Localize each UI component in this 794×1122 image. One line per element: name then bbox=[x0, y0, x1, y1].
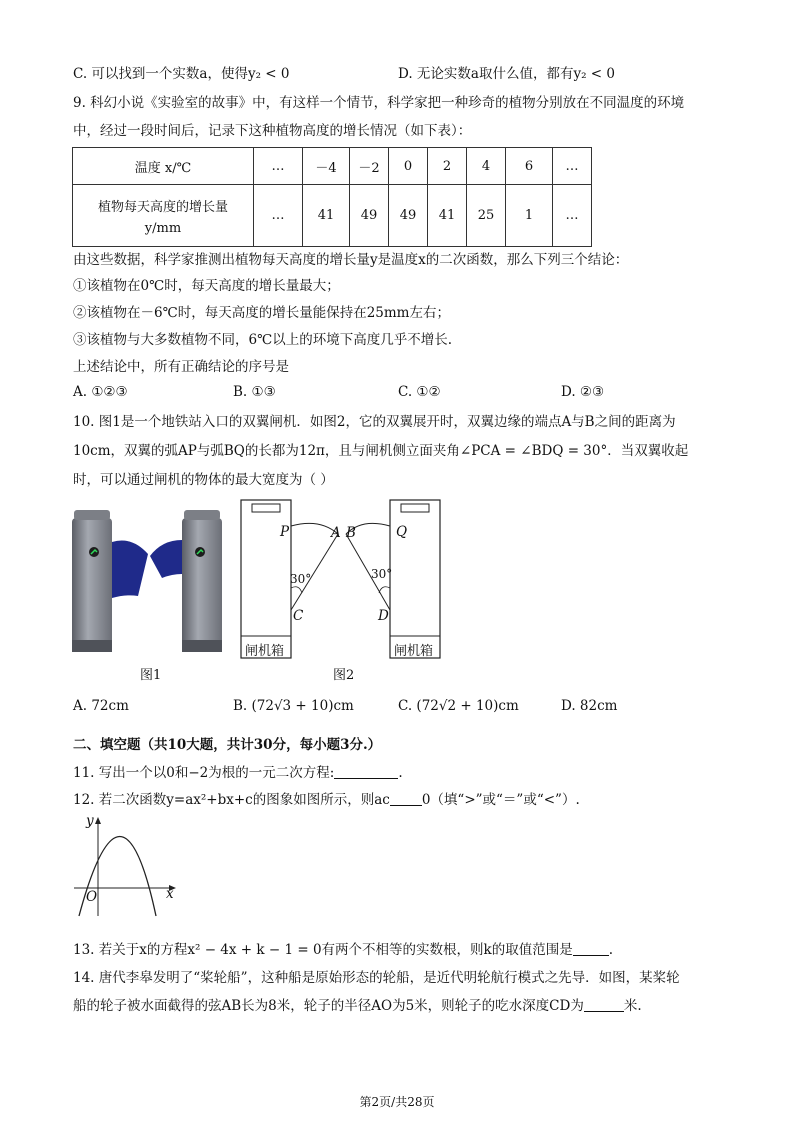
table-cell: … bbox=[254, 185, 303, 247]
figure2-label: 图2 bbox=[333, 668, 355, 683]
y-axis-arrow bbox=[95, 817, 101, 824]
q9-stem-line1: 9. 科幻小说《实验室的故事》中，有这样一个情节，科学家把一种珍奇的植物分别放在不同温度的环境 bbox=[73, 95, 685, 111]
table-cell: 25 bbox=[467, 185, 506, 247]
q9-after-table: 由这些数据，科学家推测出植物每天高度的增长量y是温度x的二次函数，那么下列三个结论： bbox=[73, 252, 629, 268]
q11-blank bbox=[334, 764, 398, 779]
left-gate-body bbox=[72, 518, 112, 646]
table-header-growth-line2: y/mm bbox=[144, 220, 182, 236]
table-header-growth-line1: 植物每天高度的增长量 bbox=[97, 199, 228, 215]
table-header-growth bbox=[73, 185, 254, 247]
table-cell: 0 bbox=[389, 148, 428, 185]
q10-option-d: D. 82cm bbox=[561, 698, 618, 714]
q13-text: 13. 若关于x的方程x² − 4x + k − 1 = 0有两个不相等的实数根，则k的取值范围是 bbox=[73, 942, 573, 958]
table-cell: 2 bbox=[428, 148, 467, 185]
q11-text: 11. 写出一个以0和−2为根的一元二次方程: bbox=[73, 765, 335, 781]
q10-line1: 10. 图1是一个地铁站入口的双翼闸机．如图2，它的双翼展开时，双翼边缘的端点A与B之间的距离为 bbox=[73, 414, 676, 430]
q8-option-d: D. 无论实数a取什么值，都有y₂ < 0 bbox=[398, 66, 615, 82]
table-cell: 1 bbox=[506, 185, 553, 247]
table-cell: 6 bbox=[506, 148, 553, 185]
left-gate-base bbox=[72, 640, 112, 652]
q9-stem-line2: 中，经过一段时间后，记录下这种植物高度的增长情况（如下表）： bbox=[73, 123, 472, 139]
point-a: A bbox=[331, 525, 341, 541]
point-b: B bbox=[346, 525, 356, 541]
figure1-label: 图1 bbox=[140, 668, 162, 683]
q9-option-d: D. ②③ bbox=[561, 384, 605, 400]
angle-mark-d bbox=[379, 587, 390, 593]
q9-conclusion-2: ②该植物在－6℃时，每天高度的增长量能保持在25mm左右； bbox=[73, 305, 450, 321]
right-gate-base bbox=[182, 640, 222, 652]
table-cell: －4 bbox=[303, 148, 350, 185]
graph-y-label: y bbox=[86, 813, 94, 829]
table-cell: －2 bbox=[350, 148, 389, 185]
angle-label-right: 30° bbox=[371, 567, 393, 581]
right-wing bbox=[150, 540, 182, 578]
q13-end: . bbox=[608, 942, 614, 958]
q12-blank bbox=[390, 791, 422, 806]
q12-text: 12. 若二次函数y=ax²+bx+c的图象如图所示，则ac bbox=[73, 792, 390, 808]
q12-tail: 0（填“>”或“＝”或“<”）. bbox=[421, 792, 580, 808]
angle-mark-c bbox=[291, 587, 302, 593]
q13-blank bbox=[573, 941, 609, 956]
right-gate-body bbox=[182, 518, 222, 646]
q14-end: 米. bbox=[623, 998, 642, 1014]
q10-option-a: A. 72cm bbox=[73, 698, 129, 714]
page-footer: 第2页/共28页 bbox=[359, 1095, 435, 1109]
q10-option-c: C. (72√2 + 10)cm bbox=[398, 698, 519, 714]
q14-line2 bbox=[73, 996, 642, 1016]
q11 bbox=[73, 763, 403, 783]
q14-blank bbox=[584, 997, 624, 1012]
left-box-label: 闸机箱 bbox=[245, 644, 285, 659]
q12 bbox=[73, 790, 580, 810]
q13 bbox=[73, 940, 613, 960]
point-d: D bbox=[378, 608, 389, 624]
right-box-label: 闸机箱 bbox=[394, 644, 434, 659]
q9-data-table bbox=[72, 147, 592, 247]
table-cell: 49 bbox=[389, 185, 428, 247]
left-gate-slot bbox=[252, 504, 280, 512]
table-cell: 41 bbox=[303, 185, 350, 247]
graph-x-label: x bbox=[166, 886, 174, 902]
q14-text: 船的轮子被水面截得的弦AB长为8米，轮子的半径AO为5米，则轮子的吃水深度CD为 bbox=[73, 998, 584, 1014]
point-q: Q bbox=[396, 524, 408, 540]
q9-question: 上述结论中，所有正确结论的序号是 bbox=[73, 359, 289, 375]
q9-conclusion-3: ③该植物与大多数植物不同，6℃以上的环境下高度几乎不增长. bbox=[73, 332, 452, 348]
graph-origin-label: O bbox=[86, 889, 98, 905]
q9-conclusion-1: ①该植物在0℃时，每天高度的增长量最大； bbox=[73, 278, 340, 294]
point-c: C bbox=[293, 608, 304, 624]
point-p: P bbox=[280, 524, 290, 540]
right-gate-top bbox=[184, 510, 220, 520]
q8-option-c: C. 可以找到一个实数a，使得y₂ < 0 bbox=[73, 66, 290, 82]
section2-title: 二、填空题（共10大题，共计30分，每小题3分.） bbox=[73, 737, 382, 753]
q11-end: . bbox=[398, 765, 403, 781]
q10-line2: 10cm，双翼的弧AP与弧BQ的长都为12π，且与闸机侧立面夹角∠PCA = ∠BDQ = 30°．当双翼收起 bbox=[73, 443, 689, 459]
left-wing bbox=[112, 541, 148, 599]
q9-option-b: B. ①③ bbox=[233, 384, 276, 400]
left-gate-top bbox=[74, 510, 110, 520]
figure1-gate-photo bbox=[70, 500, 235, 665]
angle-label-left: 30° bbox=[290, 572, 312, 586]
table-cell: … bbox=[553, 185, 592, 247]
q10-line3: 时，可以通过闸机的物体的最大宽度为（ ） bbox=[73, 472, 334, 488]
table-cell: 41 bbox=[428, 185, 467, 247]
table-header-temperature: 温度 x/℃ bbox=[73, 148, 254, 185]
table-cell: … bbox=[254, 148, 303, 185]
q9-option-a: A. ①②③ bbox=[73, 384, 128, 400]
right-gate-slot bbox=[401, 504, 429, 512]
table-cell: 49 bbox=[350, 185, 389, 247]
q10-option-b: B. (72√3 + 10)cm bbox=[233, 698, 354, 714]
q9-option-c: C. ①② bbox=[398, 384, 441, 400]
q14-line1: 14. 唐代李皋发明了“桨轮船”，这种船是原始形态的轮船，是近代明轮航行模式之先导．如图，某桨轮 bbox=[73, 970, 680, 986]
table-cell: … bbox=[553, 148, 592, 185]
table-cell: 4 bbox=[467, 148, 506, 185]
